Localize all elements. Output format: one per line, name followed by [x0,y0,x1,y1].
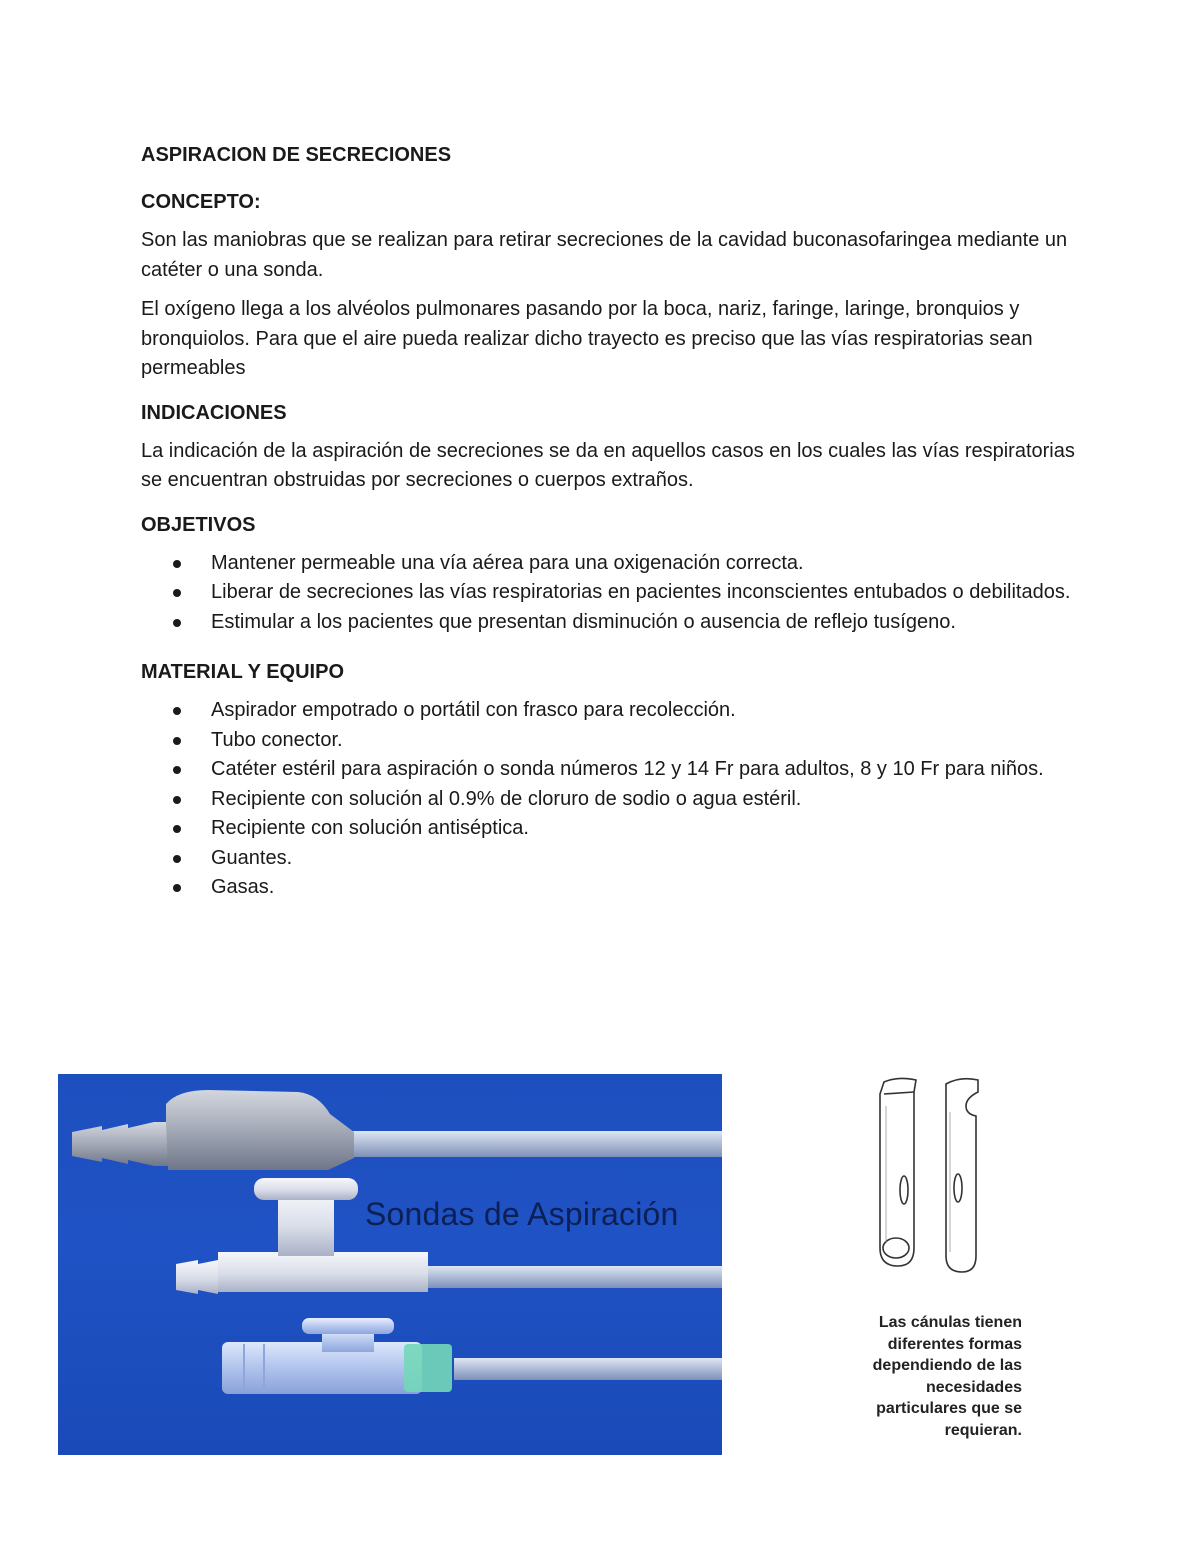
list-item [211,755,1081,785]
list-item [211,578,1081,608]
caption-line: diferentes formas [887,1335,1022,1353]
indicaciones-paragraph: La indicación de la aspiración de secreciones se da en aquellos casos en los cuales las vías respiratorias se encuentran obstruidas por secreciones o cuerpos extraños. [141,439,1075,491]
list-item-text: Gasas. [211,876,275,898]
list-item [211,785,1081,815]
caption-line: particulares que se [876,1400,1022,1417]
list-item-text: Tubo conector. [211,728,343,751]
list-item-text: Catéter estéril para aspiración o sonda números 12 y 14 Fr para adultos, 8 y 10 Fr para niños. [211,758,1044,780]
bullet-icon [173,884,181,892]
list-item [211,549,1081,579]
caption-line: dependiendo de las [872,1357,1022,1374]
list-item-text: Recipiente con solución antiséptica. [211,817,529,839]
list-item [211,814,1081,844]
concepto-paragraph-2: El oxígeno llega a los alvéolos pulmonares pasando por la boca, nariz, faringe, laringe, bronquios y bronquiolos. Para que el aire pueda realizar dicho trayecto es preciso que las vías respiratorias sean permeables [141,298,1033,379]
document-title: ASPIRACION DE SECRECIONES [141,144,452,166]
catheter-bottom [222,1318,722,1394]
concepto-paragraph-1: Son las maniobras que se realizan para retirar secreciones de la cavidad buconasofaringea mediante un catéter o una sonda. [141,229,1068,281]
cannula-drawing [870,1072,990,1282]
catheter-image-label: Sondas de Aspiración [365,1196,679,1232]
cannula-caption [802,1312,1022,1441]
section-heading-material: MATERIAL Y EQUIPO [141,661,344,683]
catheter-top [72,1090,722,1170]
list-item-text: Guantes. [211,846,293,869]
list-item [211,844,1081,874]
bullet-icon [173,855,181,863]
cannula-right [946,1079,978,1272]
bullet-icon [173,589,181,597]
section-heading-concepto: CONCEPTO: [141,191,261,213]
section-heading-indicaciones: INDICACIONES [141,401,287,424]
suction-catheter-drawing [58,1074,722,1455]
bullet-icon [173,825,181,833]
caption-line: requieran. [944,1421,1022,1439]
cannula-left [880,1078,916,1266]
bullet-icon [173,707,181,715]
bullet-icon [173,560,181,568]
list-item [211,696,1081,726]
document-body [141,140,1081,903]
caption-line: Las cánulas tienen [878,1314,1022,1331]
bullet-icon [173,766,181,774]
material-list [141,696,1081,903]
section-heading-objetivos: OBJETIVOS [141,513,256,536]
list-item [211,726,1081,756]
list-item-text: Recipiente con solución al 0.9% de cloruro de sodio o agua estéril. [211,787,802,810]
list-item-text: Estimular a los pacientes que presentan disminución o ausencia de reflejo tusígeno. [211,610,956,633]
bullet-icon [173,619,181,627]
list-item-text: Liberar de secreciones las vías respiratorias en pacientes inconscientes entubados o debilitados. [211,581,1071,603]
suction-catheter-image [58,1074,722,1455]
caption-line: necesidades [925,1378,1022,1396]
list-item [211,608,1081,638]
objetivos-list [141,549,1081,638]
list-item-text: Mantener permeable una vía aérea para una oxigenación correcta. [211,551,804,574]
list-item [211,873,1081,903]
list-item-text: Aspirador empotrado o portátil con frasco para recolección. [211,699,736,721]
bullet-icon [173,737,181,745]
bullet-icon [173,796,181,804]
